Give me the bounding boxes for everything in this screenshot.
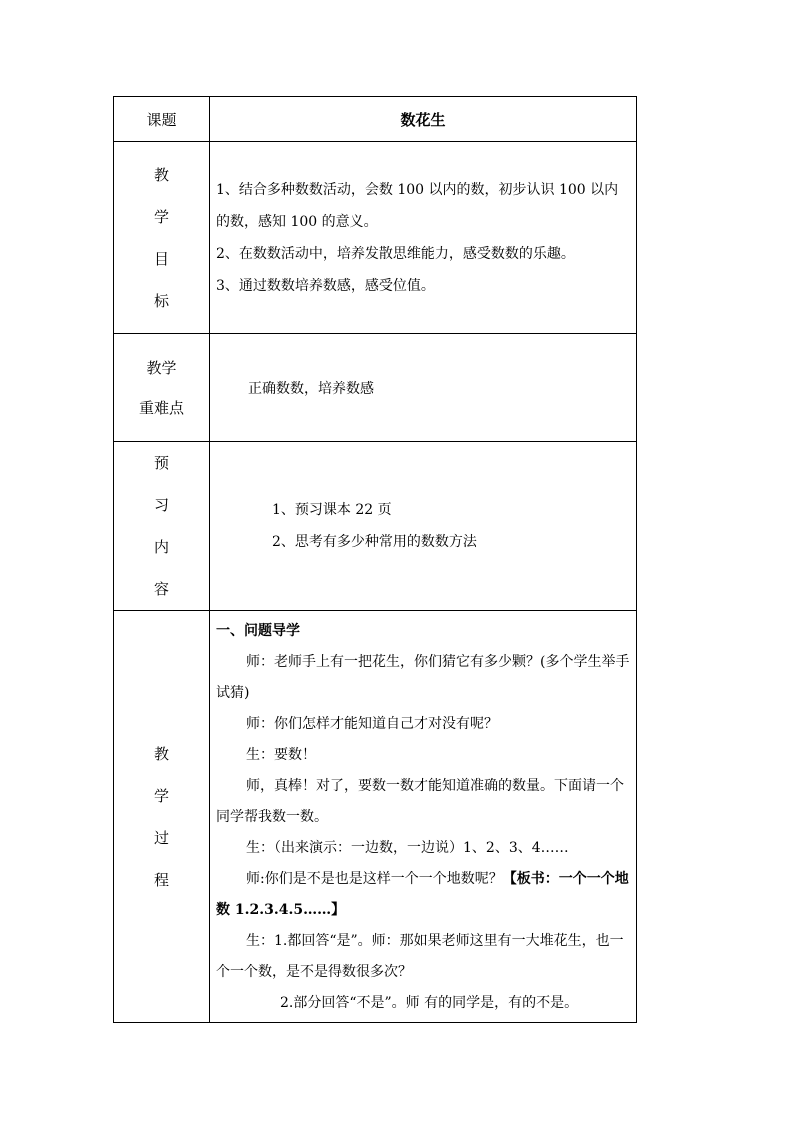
process-paragraph	[216, 864, 632, 926]
process-label-char: 教	[153, 744, 169, 763]
goals-label-char: 学	[153, 207, 169, 226]
goal-item: 2、在数数活动中，培养发散思维能力，感受数数的乐趣。	[216, 245, 575, 262]
goal-item: 1、结合多种数数活动，会数 100 以内的数，初步认识 100 以内的数，感知 100 的意义。	[216, 181, 619, 230]
preview-item: 2、思考有多少种常用的数数方法	[272, 534, 477, 550]
goal-item: 3、通过数数培养数感，感受位值。	[216, 277, 435, 294]
goals-content	[210, 142, 637, 334]
process-text: 师:你们是不是也是这样一个一个地数呢？	[246, 871, 503, 887]
key-points-content: 正确数数，培养数感	[210, 334, 637, 442]
lesson-plan-table	[113, 96, 637, 1023]
preview-label-char: 预	[153, 454, 169, 472]
key-points-label	[114, 334, 210, 442]
process-paragraph: 师，真棒！对了，要数一数才能知道准确的数量。下面请一个同学帮我数一数。	[216, 778, 624, 825]
goals-label-char: 标	[153, 291, 169, 310]
key-points-label-line: 重难点	[138, 398, 184, 417]
process-paragraph: 2.部分回答“不是”。师 有的同学是，有的不是。	[280, 995, 579, 1011]
preview-content	[210, 442, 637, 611]
blackboard-note: 【板书：一个一个地数 1.2.3.4.5……】	[216, 871, 629, 918]
preview-label-char: 内	[153, 538, 169, 556]
process-label-char: 过	[153, 828, 169, 847]
goals-label-char: 目	[153, 249, 169, 268]
process-content	[210, 611, 637, 1023]
preview-label-char: 容	[153, 580, 169, 598]
process-paragraph: 生：要数！	[246, 747, 316, 763]
process-label-char: 学	[153, 786, 169, 805]
process-paragraph: 师：老师手上有一把花生，你们猜它有多少颗？(多个学生举手试猜)	[216, 654, 630, 701]
process-paragraph: 生：（出来演示：一边数，一边说）1、2、3、4……	[246, 840, 569, 856]
goals-label-char: 教	[153, 165, 169, 184]
preview-label	[114, 442, 210, 611]
preview-label-char: 习	[153, 496, 169, 514]
process-paragraph: 生：1.都回答“是”。师：那如果老师这里有一大堆花生，也一个一个数，是不是得数很多次？	[216, 933, 624, 980]
key-points-label-line: 教学	[146, 358, 177, 377]
process-heading: 一、问题导学	[216, 623, 300, 639]
process-label	[114, 611, 210, 1023]
process-paragraph: 师：你们怎样才能知道自己才对没有呢？	[246, 716, 498, 732]
goals-label	[114, 142, 210, 334]
title-label: 课题	[114, 97, 210, 142]
lesson-title: 数花生	[210, 97, 637, 142]
preview-item: 1、预习课本 22 页	[272, 502, 392, 518]
process-label-char: 程	[153, 870, 169, 889]
